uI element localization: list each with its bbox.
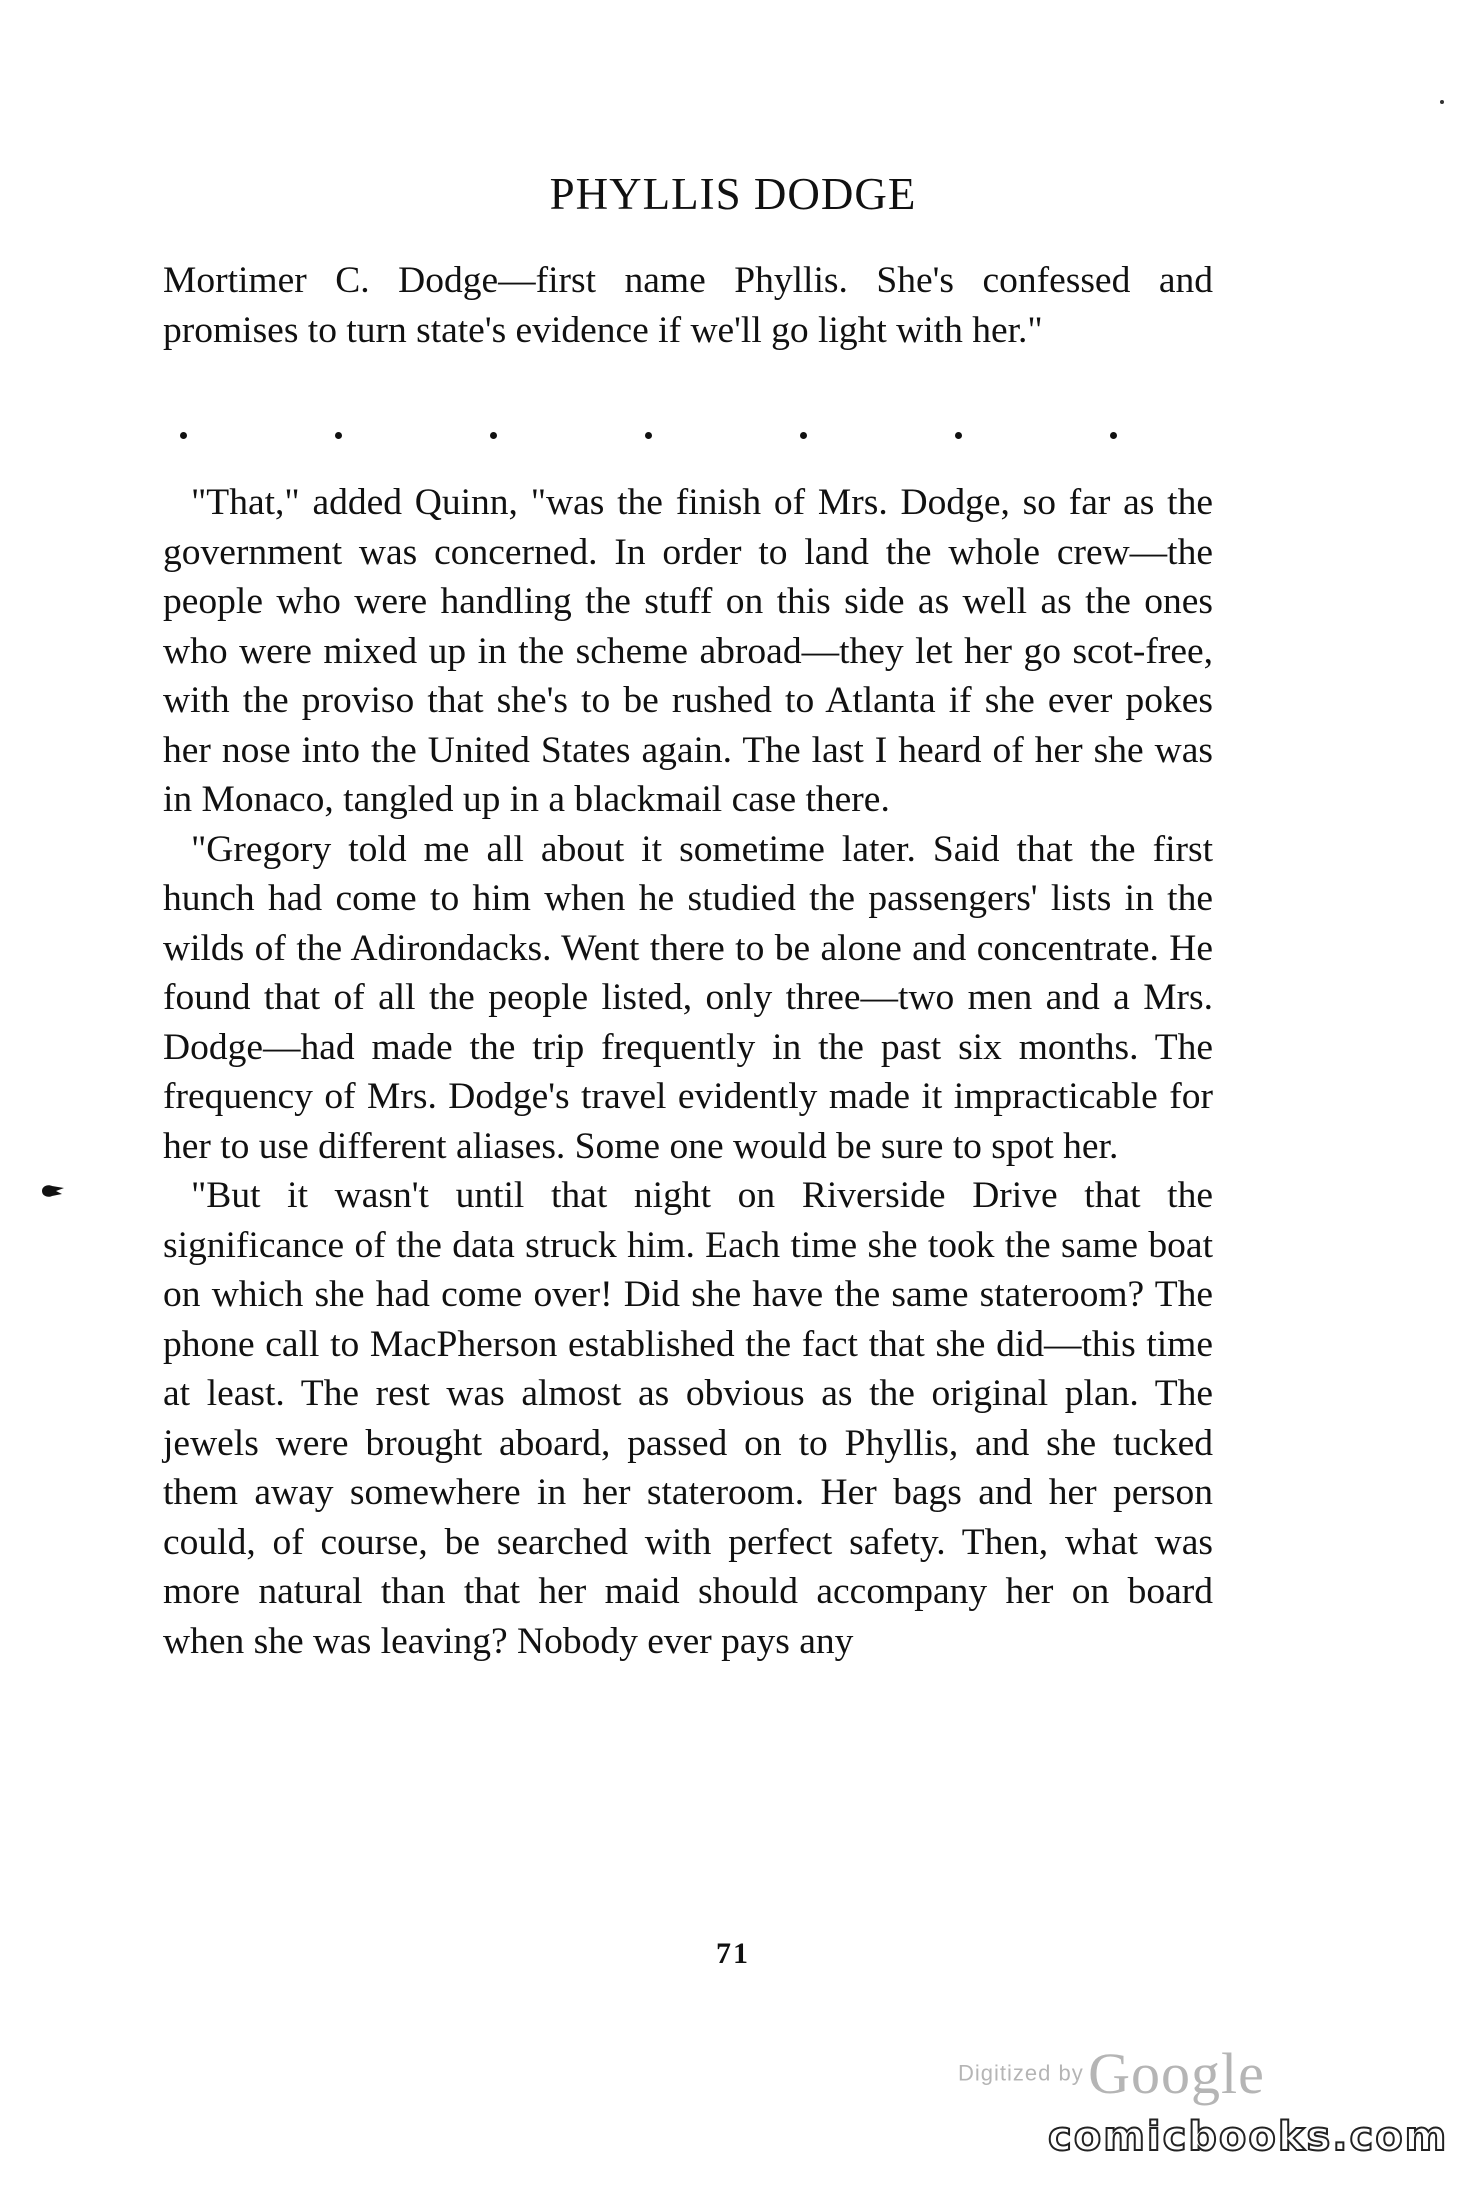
margin-hand-icon [40,1182,66,1200]
stray-mark [1440,100,1444,104]
section-break-dot [335,432,342,439]
paragraph-3: "But it wasn't until that night on Riverside Drive that the significance of the data struck him. Each time she took the same boat on which she had come over! Did she have the same stateroom? The phone call to MacPherson established the fact that she did—this time at least. The rest was almost as obvious as the original plan. The jewels were brought aboard, passed on to Phyllis, and she tucked them away somewhere in her stateroom. Her bags and her person could, of course, be searched with perfect safety. Then, what was more natural than that her maid should accompany her on board when she was leaving? Nobody ever pays any [163,1175,1213,1662]
section-break-dot [645,432,652,439]
digitized-by-stamp [958,2040,1265,2107]
section-break-dots [183,432,1113,452]
section-break-dot [955,432,962,439]
digitized-brand: Google [1088,2041,1265,2106]
section-break-dot [490,432,497,439]
section-break-dot [1110,432,1117,439]
site-watermark: comicbooks.com [1048,2114,1449,2160]
section-break-dot [180,432,187,439]
digitized-prefix: Digitized by [958,2060,1084,2086]
section-break-dot [800,432,807,439]
paragraph-1: "That," added Quinn, "was the finish of Mrs. Dodge, so far as the government was concerned. In order to land the whole crew—the people who were handling the stuff on this side as well as the ones who were mixed up in the scheme abroad—they let her go scot-free, with the proviso that she's to be rushed to Atlanta if she ever pokes her nose into the United States again. The last I heard of her she was in Monaco, tangled up in a blackmail case there. [163,482,1213,820]
page-number: 71 [716,1937,750,1970]
top-paragraph-block [163,256,1213,355]
running-header: PHYLLIS DODGE [549,169,917,219]
main-text-block [163,478,1213,1666]
paragraph-continued: Mortimer C. Dodge—first name Phyllis. She's confessed and promises to turn state's evidence if we'll go light with her." [163,260,1213,351]
paragraph-2: "Gregory told me all about it sometime later. Said that the first hunch had come to him when he studied the passengers' lists in the wilds of the Adirondacks. Went there to be alone and concentrate. He found that of all the people listed, only three—two men and a Mrs. Dodge—had made the trip frequently in the past six months. The frequency of Mrs. Dodge's travel evidently made it impracticable for her to use different aliases. Some one would be sure to spot her. [163,828,1213,1167]
